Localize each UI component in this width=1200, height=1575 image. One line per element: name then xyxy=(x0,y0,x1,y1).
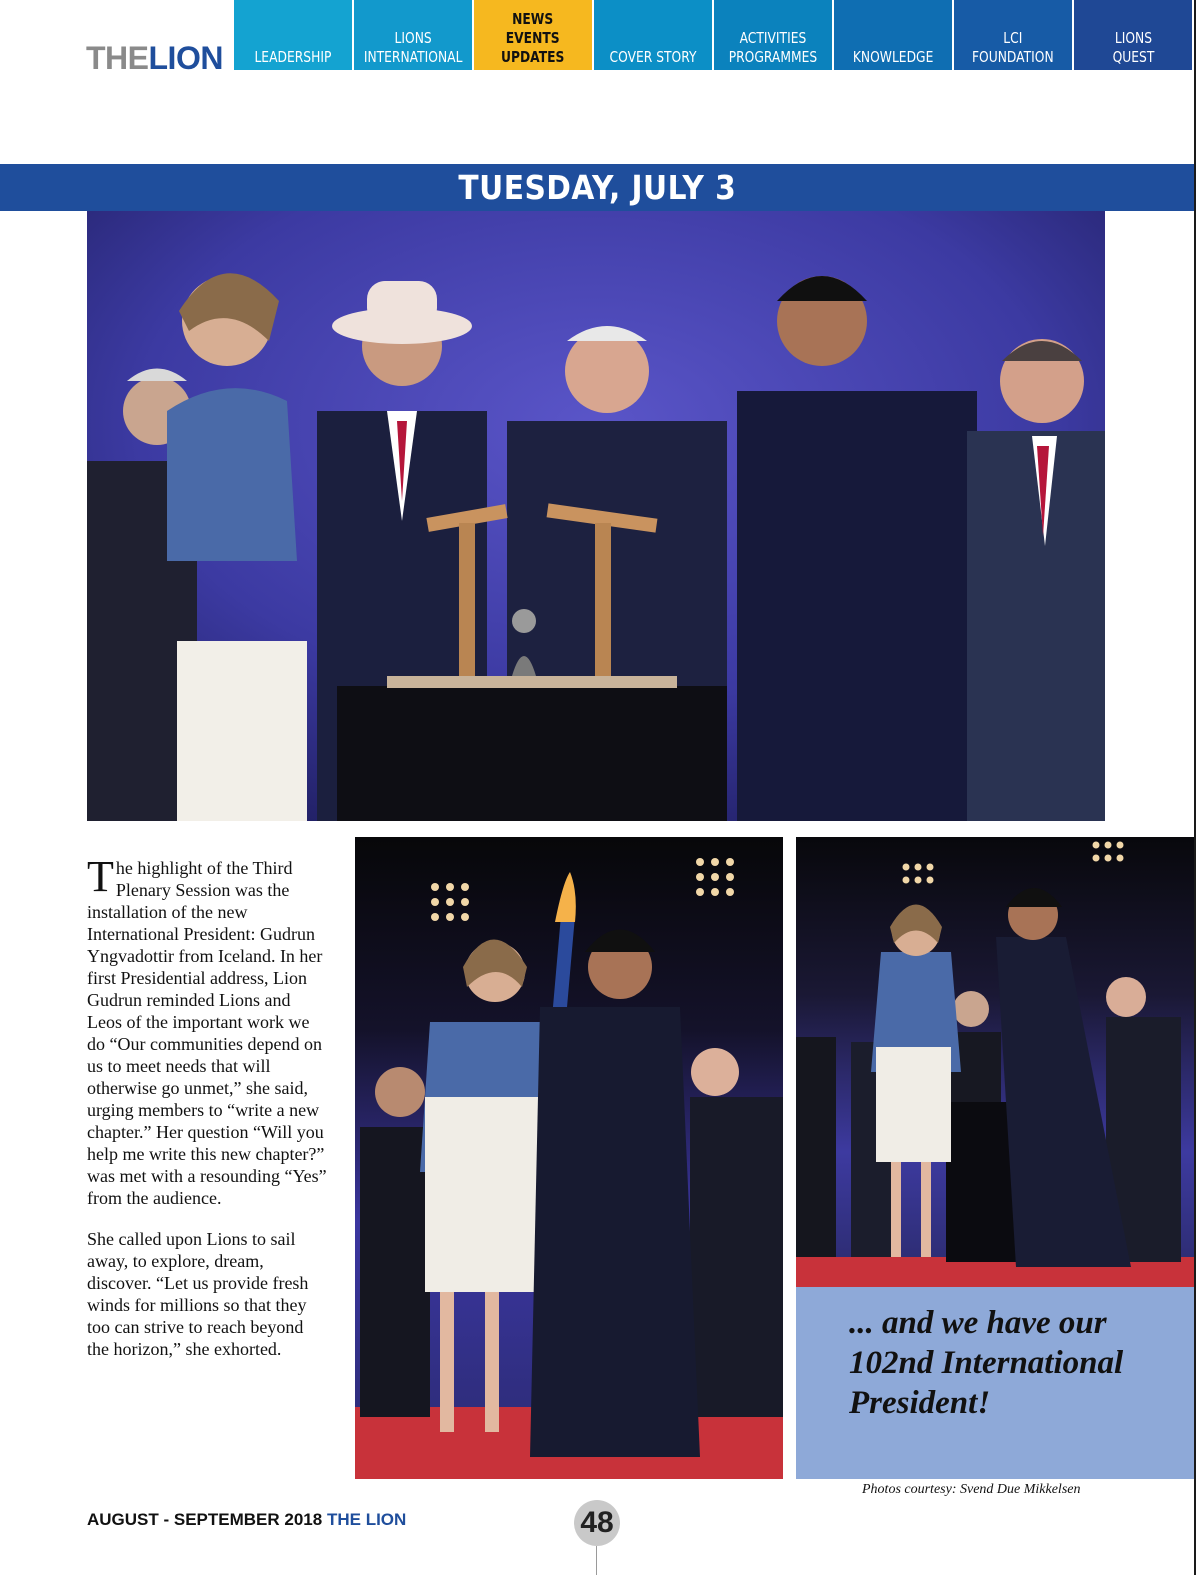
tab-lions-quest[interactable] xyxy=(1074,0,1192,70)
section-nav xyxy=(234,0,1194,70)
drop-cap: T xyxy=(87,852,114,901)
footer-issue-date: AUGUST - SEPTEMBER 2018 xyxy=(87,1510,323,1529)
ceremony-photo-illustration xyxy=(87,211,1105,821)
tab-cover-story[interactable] xyxy=(594,0,712,70)
footer-magazine-name: THE LION xyxy=(326,1510,407,1529)
tab-activities-programmes[interactable] xyxy=(714,0,832,70)
logo-prefix: THE xyxy=(86,40,149,76)
ceremony-photo xyxy=(87,211,1105,821)
page-number: 48 xyxy=(574,1500,620,1546)
footer-issue xyxy=(87,1510,406,1530)
tab-knowledge[interactable] xyxy=(834,0,952,70)
caption-box xyxy=(796,1287,1194,1479)
article-paragraph-1-text: he highlight of the Third Plenary Session was the installation of the new International President: Gudrun Yngvadottir from Iceland. In her first Presidential address, Lion Gudrun reminded Lions and Leos of the important work we do “Our communities depend on us to meet needs that will otherwise go unmet,” she said, urging members to “write a new chapter.” Her question “Will you help me write this new chapter?” was met with a resounding “Yes” from the audience. xyxy=(87,858,327,1208)
magazine-logo[interactable] xyxy=(86,40,223,76)
torch-handover-photo xyxy=(355,837,783,1479)
tab-lci-foundation[interactable] xyxy=(954,0,1072,70)
page-number-stem xyxy=(596,1546,597,1575)
tab-cover-story-label: COVER STORY xyxy=(609,48,697,66)
tab-lions-international-label: LIONS INTERNATIONAL xyxy=(363,29,463,66)
tab-lions-quest-label: LIONS QUEST xyxy=(1112,29,1154,66)
article-paragraph-1 xyxy=(87,852,327,1209)
handshake-photo xyxy=(796,837,1194,1287)
logo-name: LION xyxy=(148,40,223,76)
date-heading: TUESDAY, JULY 3 xyxy=(458,168,736,207)
torch-handover-illustration xyxy=(355,837,783,1479)
handshake-illustration xyxy=(796,837,1194,1287)
tab-knowledge-label: KNOWLEDGE xyxy=(852,48,934,66)
date-banner xyxy=(0,164,1194,211)
tab-lci-foundation-label: LCI FOUNDATION xyxy=(972,29,1054,66)
tab-lions-international[interactable] xyxy=(354,0,472,70)
tab-leadership-label: LEADERSHIP xyxy=(254,48,332,66)
caption-text: ... and we have our 102nd International President! xyxy=(849,1305,1124,1421)
tab-activities-programmes-label: ACTIVITIES PROGRAMMES xyxy=(728,29,818,66)
tab-leadership[interactable] xyxy=(234,0,352,70)
tab-news-events-updates-label: NEWS EVENTS UPDATES xyxy=(501,10,565,66)
photo-credit: Photos courtesy: Svend Due Mikkelsen xyxy=(862,1482,1081,1497)
article-paragraph-2: She called upon Lions to sail away, to explore, dream, discover. “Let us provide fresh winds for millions so that they too can strive to reach beyond the horizon,” she exhorted. xyxy=(87,1229,309,1359)
page-edge-line xyxy=(1194,0,1196,1575)
tab-news-events-updates[interactable] xyxy=(474,0,592,70)
article-body xyxy=(87,852,327,1379)
